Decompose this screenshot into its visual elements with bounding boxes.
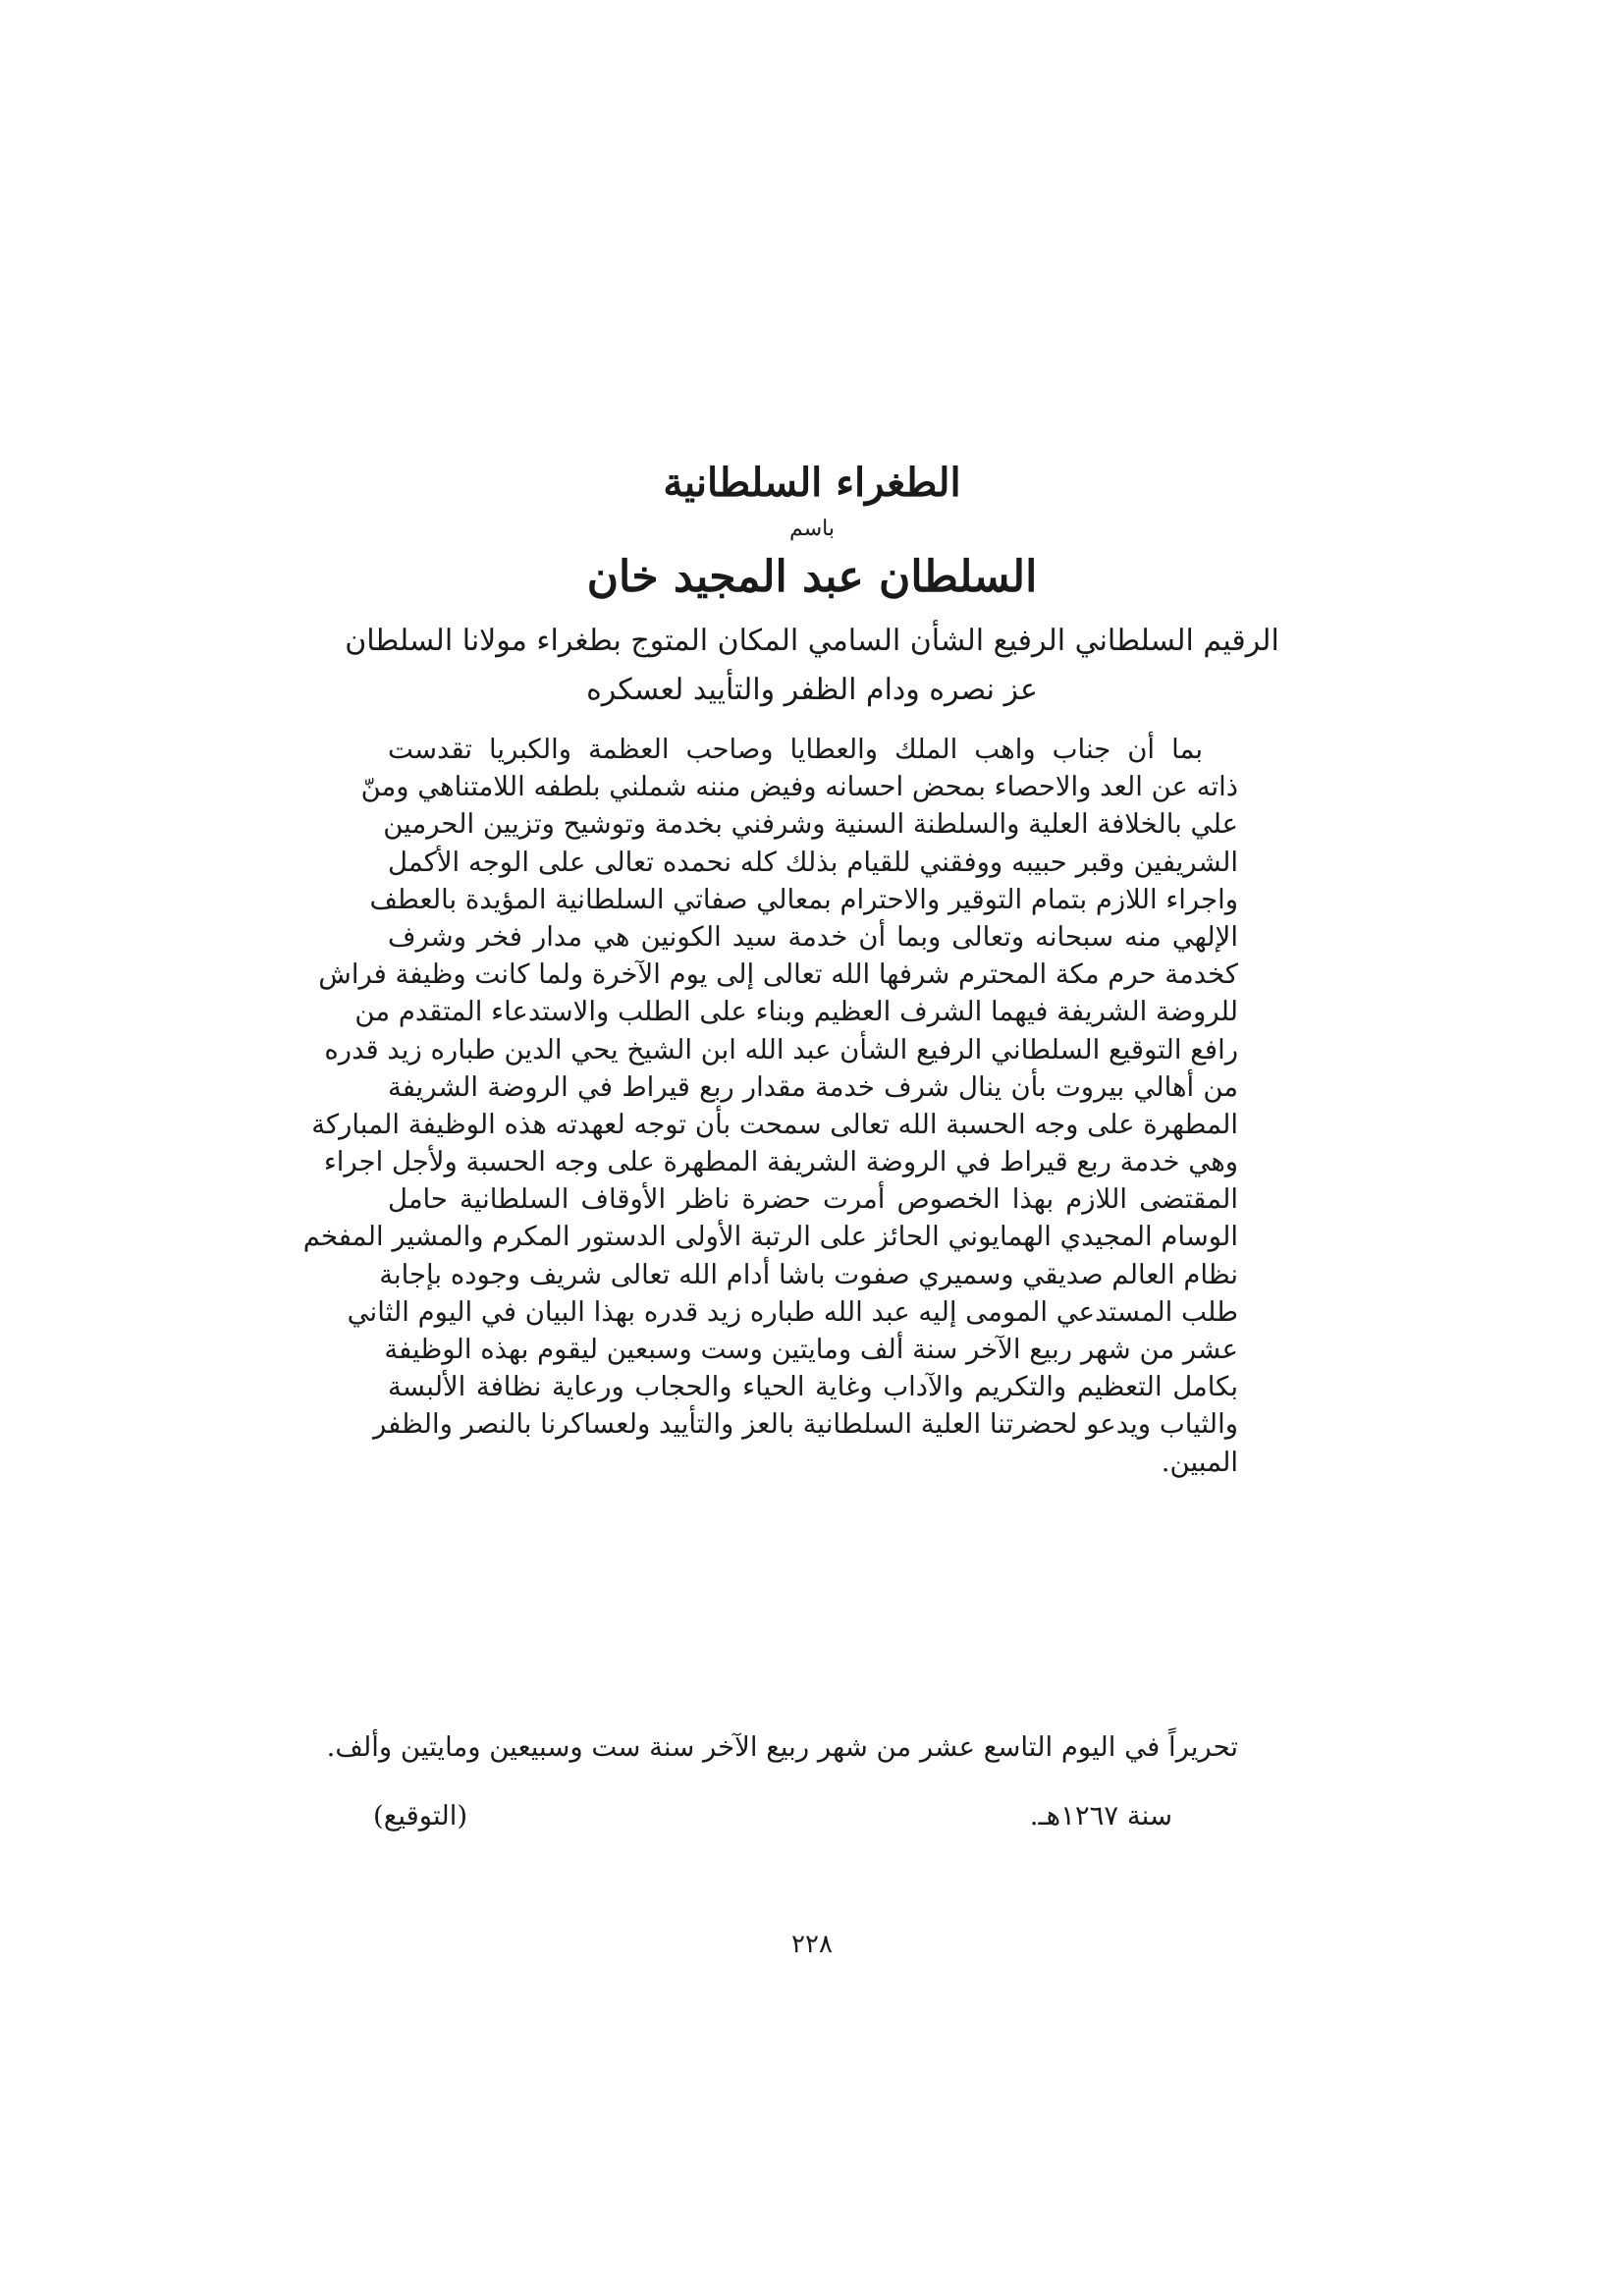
body-line: وهي خدمة ربع قيراط في الروضة الشريفة المطهرة على وجه الحسبة ولأجل اجراء xyxy=(323,1146,1238,1178)
body-line: واجراء اللازم بتمام التوقير والاحترام بمعالي صفاتي السلطانية المؤيدة بالعطف xyxy=(369,883,1238,915)
sultan-name: السلطان عبد المجيد خان xyxy=(586,552,1038,602)
body-line: الشريفين وقبر حبيبه ووفقني للقيام بذلك كله نحمده تعالى على الوجه الأكمل xyxy=(388,846,1238,878)
body-line: طلب المستدعي المومى إليه عبد الله طباره زيد قدره بهذا البيان في اليوم الثاني xyxy=(347,1295,1238,1328)
year-line: سنة ١٢٦٧هـ. xyxy=(1029,1800,1172,1831)
body-line: المطهرة على وجه الحسبة الله تعالى سمحت بأن توجه لعهدته هذه الوظيفة المباركة xyxy=(311,1108,1238,1140)
body-line: كخدمة حرم مكة المحترم شرفها الله تعالى إلى يوم الآخرة ولما كانت وظيفة فراش xyxy=(318,958,1238,991)
body-line: رافع التوقيع السلطاني الرفيع الشأن عبد الله ابن الشيخ يحي الدين طباره زيد قدره xyxy=(324,1033,1238,1066)
body-line: الوسام المجيدي الهمايوني الحائز على الرتبة الأولى الدستور المكرم والمشير المفخم xyxy=(302,1221,1238,1253)
body-line: نظام العالم صديقي وسميري صفوت باشا أدام الله تعالى شريف وجوده بإجابة xyxy=(379,1258,1238,1290)
subtitle-line: عز نصره ودام الظفر والتأييد لعسكره xyxy=(586,673,1038,707)
body-line: المقتضى اللازم بهذا الخصوص أمرت حضرة ناظر الأوقاف السلطانية حامل xyxy=(388,1183,1238,1216)
body-line: من أهالي بيروت بأن ينال شرف خدمة مقدار ربع قيراط في الروضة الشريفة xyxy=(388,1070,1238,1103)
body-line: ذاته عن العد والاحصاء بمحض احسانه وفيض مننه شملني بلطفه اللامتناهي ومنّ xyxy=(360,771,1238,803)
body-line: بما أن جناب واهب الملك والعطايا وصاحب العظمة والكبريا تقدست xyxy=(388,734,1203,765)
body-line: الإلهي منه سبحانه وتعالى وبما أن خدمة سيد الكونين هي مدار فخر وشرف xyxy=(388,920,1238,953)
body-line: علي بالخلافة العلية والسلطنة السنية وشرفني بخدمة وتوشيح وتزيين الحرمين xyxy=(383,808,1238,841)
page-number: ٢٢٨ xyxy=(791,1930,833,1959)
decree-body xyxy=(302,731,1238,1481)
document-title: الطغراء السلطانية xyxy=(663,460,961,506)
subtitle xyxy=(0,617,1624,715)
body-line: المبين. xyxy=(1161,1446,1238,1478)
subtitle-line: الرقيم السلطاني الرفيع الشأن السامي المكان المتوج بطغراء مولانا السلطان xyxy=(345,624,1279,658)
dated-line: تحريراً في اليوم التاسع عشر من شهر ربيع الآخر سنة ست وسبيعين ومايتين وألف. xyxy=(326,1731,1238,1763)
body-line: للروضة الشريفة فيهما الشرف العظيم وبناء على الطلب والاستدعاء المتقدم من xyxy=(354,996,1238,1028)
body-line: عشر من شهر ربيع الآخر سنة ألف ومايتين وست وسبعين ليقوم بهذه الوظيفة xyxy=(384,1334,1238,1365)
signature-label: (التوقيع) xyxy=(373,1800,468,1831)
body-line: والثياب ويدعو لحضرتنا العلية السلطانية بالعز والتأييد ولعساكرنا بالنصر والظفر xyxy=(372,1408,1238,1441)
bismi-label: باسم xyxy=(789,517,835,541)
body-line: بكامل التعظيم والتكريم والآداب وغاية الحياء والحجاب ورعاية نظافة الألبسة xyxy=(388,1371,1238,1403)
